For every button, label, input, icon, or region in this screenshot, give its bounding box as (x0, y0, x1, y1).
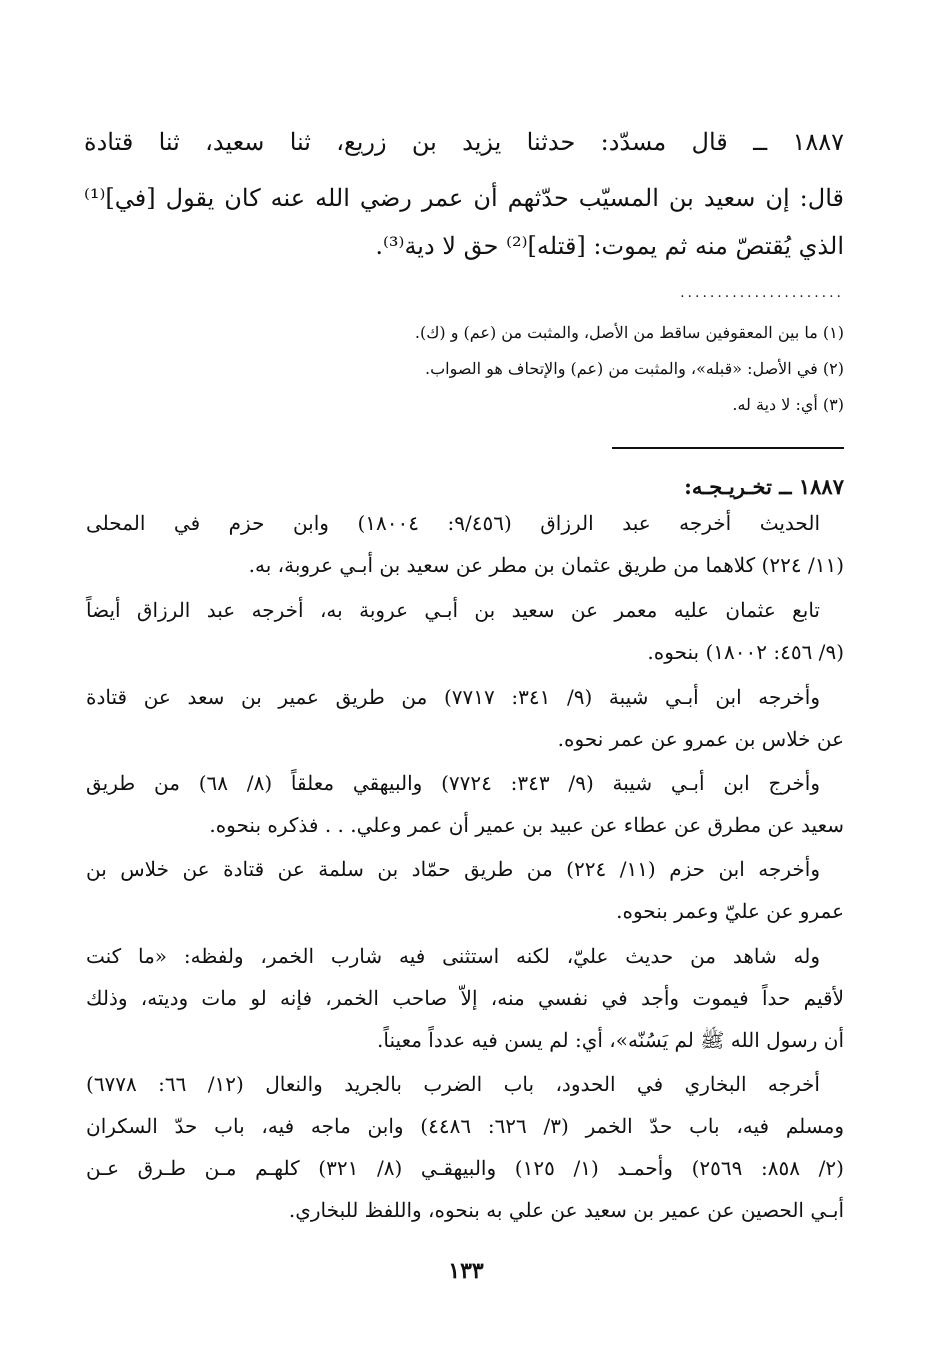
footnote-separator: ...................... (680, 285, 844, 301)
hadith-line-3: الذي يُقتصّ منه ثم يموت: [قتله]⁽²⁾ حق لا دية⁽³⁾. (375, 232, 844, 260)
hadith-line-2: قال: إن سعيد بن المسيّب حدّثهم أن عمر رضي الله عنه كان يقول [في]⁽¹⁾ (84, 184, 844, 212)
hadith-line-1: ١٨٨٧ ــ قال مسدّد: حدثنا يزيد بن زريع، ثنا سعيد، ثنا قتادة (84, 128, 844, 156)
takhrij-line: الحديث أخرجه عبد الرزاق (٩/٤٥٦: ١٨٠٠٤) وابن حزم في المحلى (86, 511, 820, 535)
takhrij-line: وأخرجه ابن أبـي شيبة (٩/ ٣٤١: ٧٧١٧) من طريق عمير بن سعد عن قتادة (86, 685, 820, 709)
takhrij-line: وأخرج ابن أبـي شيبة (٩/ ٣٤٣: ٧٧٢٤) والبيهقي معلقاً (٨/ ٦٨) من طريق (86, 771, 820, 795)
footnote-1: (١) ما بين المعقوفين ساقط من الأصل، والمثبت من (عم) و (ك). (414, 323, 844, 342)
takhrij-line: أن رسول الله ﷺ لم يَسُنّه»، أي: لم يسن فيه عدداً معيناً. (377, 1028, 844, 1052)
takhrij-line: (٩/ ٤٥٦: ١٨٠٠٢) بنحوه. (647, 640, 844, 664)
takhrij-heading: ١٨٨٧ ــ تخـريـجـه: (684, 474, 844, 499)
page-number: ١٣٣ (448, 1258, 484, 1284)
takhrij-line: تابع عثمان عليه معمر عن سعيد بن أبـي عروبة به، أخرجه عبد الرزاق أيضاً (86, 598, 820, 622)
takhrij-line: سعيد عن مطرق عن عطاء عن عبيد بن عمير أن عمر وعلي. . . فذكره بنحوه. (209, 813, 844, 837)
footnote-2: (٢) في الأصل: «قبله»، والمثبت من (عم) والإتحاف هو الصواب. (425, 359, 844, 378)
takhrij-line: عمرو عن عليّ وعمر بنحوه. (616, 899, 844, 923)
takhrij-line: (١١/ ٢٢٤) كلاهما من طريق عثمان بن مطر عن سعيد بن أبـي عروبة، به. (248, 553, 844, 577)
footnote-3: (٣) أي: لا دية له. (732, 395, 844, 414)
takhrij-line: عن خلاس بن عمرو عن عمر نحوه. (557, 727, 844, 751)
takhrij-line: ومسلم فيه، باب حدّ الخمر (٣/ ٦٢٦: ٤٤٨٦) وابن ماجه فيه، باب حدّ السكران (86, 1114, 844, 1138)
takhrij-line: أخرجه البخاري في الحدود، باب الضرب بالجريد والنعال (١٢/ ٦٦: ٦٧٧٨) (86, 1072, 820, 1096)
takhrij-line: وله شاهد من حديث عليّ، لكنه استثنى فيه شارب الخمر، ولفظه: «ما كنت (86, 944, 820, 968)
section-rule (612, 447, 844, 449)
takhrij-line: وأخرجه ابن حزم (١١/ ٢٢٤) من طريق حمّاد بن سلمة عن قتادة عن خلاس بن (86, 857, 820, 881)
takhrij-line: (٢/ ٨٥٨: ٢٥٦٩) وأحمـد (١/ ١٢٥) والبيهقـي (٨/ ٣٢١) كلهـم مـن طـرق عـن (86, 1156, 844, 1180)
takhrij-line: أبـي الحصين عن عمير بن سعيد عن علي به بنحوه، واللفظ للبخاري. (288, 1198, 844, 1222)
takhrij-line: لأقيم حداً فيموت وأجد في نفسي منه، إلاّ صاحب الخمر، فإنه لو مات وديته، وذلك (86, 986, 844, 1010)
